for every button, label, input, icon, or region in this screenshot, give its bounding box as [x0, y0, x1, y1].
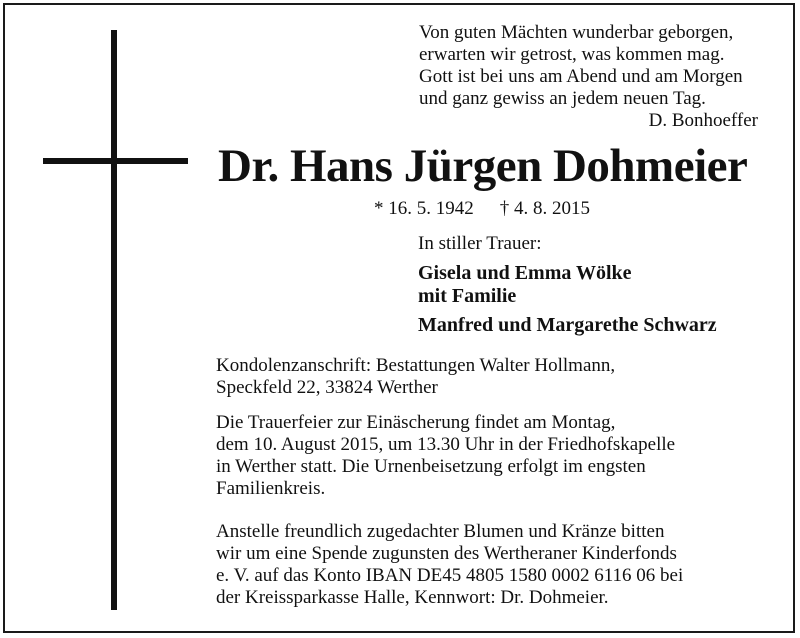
text-line: Familienkreis.: [216, 478, 326, 499]
cross-vertical-bar: [111, 30, 117, 610]
quote-line: und ganz gewiss an jedem neuen Tag.: [419, 88, 706, 109]
text-line: Speckfeld 22, 33824 Werther: [216, 377, 438, 398]
mourner-line: mit Familie: [418, 285, 517, 307]
mourner-line: Gisela und Emma Wölke: [418, 262, 632, 284]
condolence-address: [216, 355, 776, 399]
donation-request: [216, 521, 776, 609]
quote-line: Von guten Mächten wunderbar geborgen,: [419, 22, 734, 43]
text-line: dem 10. August 2015, um 13.30 Uhr in der Friedhofskapelle: [216, 434, 676, 455]
mourners-intro: In stiller Trauer:: [418, 233, 542, 254]
birth-date: * 16. 5. 1942: [374, 198, 474, 219]
text-line: Kondolenzanschrift: Bestattungen Walter Hollmann,: [216, 355, 616, 376]
deceased-name: Dr. Hans Jürgen Dohmeier: [218, 140, 748, 192]
mourners-block: [418, 233, 778, 337]
text-line: e. V. auf das Konto IBAN DE45 4805 1580 0002 6116 06 bei: [216, 565, 684, 586]
bonhoeffer-quote: [419, 22, 764, 132]
cross-horizontal-bar: [43, 158, 188, 164]
quote-author: D. Bonhoeffer: [648, 110, 758, 131]
quote-line: Gott ist bei uns am Abend und am Morgen: [419, 66, 743, 87]
text-line: in Werther statt. Die Urnenbeisetzung erfolgt im engsten: [216, 456, 646, 477]
quote-line: erwarten wir getrost, was kommen mag.: [419, 44, 725, 65]
mourner-line: Manfred und Margarethe Schwarz: [418, 314, 717, 336]
text-line: der Kreissparkasse Halle, Kennwort: Dr. Dohmeier.: [216, 587, 609, 608]
text-line: Die Trauerfeier zur Einäscherung findet am Montag,: [216, 412, 616, 433]
life-dates: [374, 198, 590, 220]
text-line: Anstelle freundlich zugedachter Blumen und Kränze bitten: [216, 521, 665, 542]
death-date: † 4. 8. 2015: [499, 198, 590, 219]
text-line: wir um eine Spende zugunsten des Wertheraner Kinderfonds: [216, 543, 677, 564]
funeral-info: [216, 412, 776, 500]
